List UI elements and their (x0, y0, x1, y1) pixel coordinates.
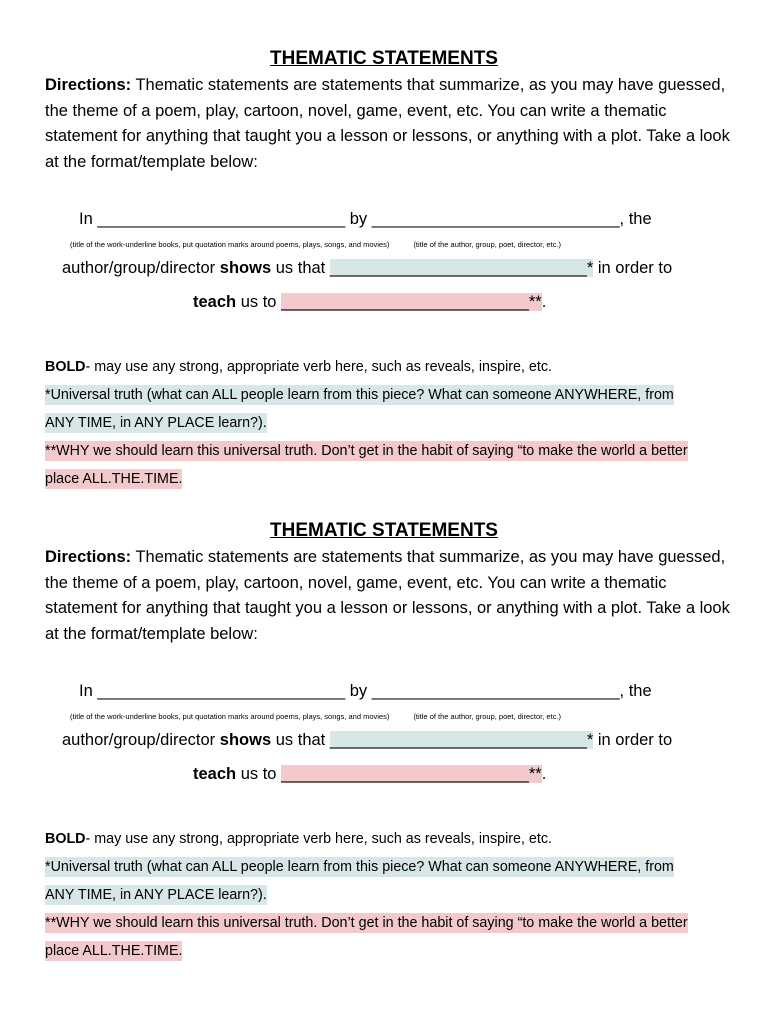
why-note (45, 909, 735, 965)
why-blank-highlight[interactable] (281, 765, 542, 783)
template-line-2 (62, 729, 768, 751)
directions-label: Directions: (45, 548, 132, 566)
why-blank[interactable]: ___________________________ (281, 293, 529, 311)
directions-text: Thematic statements are statements that summarize, as you may have guessed, the theme of a poem, play, cartoon, novel, game, event, etc. You can write a thematic statement for anything that taught you a lesson or lessons, or anything with a plot. Take a look at the format/template below: (45, 548, 730, 643)
template-line-3 (193, 763, 768, 785)
the-label: , the (619, 210, 652, 228)
directions-paragraph (45, 545, 735, 647)
period: . (541, 293, 547, 311)
title-blank[interactable]: ___________________________ (97, 682, 346, 700)
truth-blank-highlight[interactable] (330, 259, 593, 277)
in-order-to-label: in order to (597, 731, 673, 749)
bold-note-text: - may use any strong, appropriate verb here, such as reveals, inspire, etc. (85, 359, 552, 375)
double-star-marker: ** (528, 293, 542, 311)
teach-label: teach (193, 293, 237, 311)
universal-truth-note (45, 853, 735, 909)
truth-blank-highlight[interactable] (330, 731, 593, 749)
us-that-label: us that (275, 259, 326, 277)
why-note (45, 437, 735, 493)
author-group-label: author/group/director (62, 731, 216, 749)
caption-title: (title of the work-underline books, put quotation marks around poems, plays, songs, and movies) (70, 240, 390, 249)
section-title: THEMATIC STATEMENTS (270, 48, 498, 69)
universal-truth-line-1: *Universal truth (what can ALL people learn from this piece? What can someone ANYWHERE, from (45, 859, 674, 875)
directions-label: Directions: (45, 76, 132, 94)
template-captions (70, 240, 561, 250)
bold-note-label: BOLD (45, 831, 86, 847)
bold-note-text: - may use any strong, appropriate verb here, such as reveals, inspire, etc. (85, 831, 552, 847)
star-marker: * (586, 259, 594, 277)
in-order-to-label: in order to (597, 259, 673, 277)
why-blank-highlight[interactable] (281, 293, 542, 311)
section-title: THEMATIC STATEMENTS (270, 520, 498, 541)
double-star-marker: ** (528, 765, 542, 783)
why-line-1: **WHY we should learn this universal truth. Don’t get in the habit of saying “to make the world a better (45, 443, 688, 459)
template-line-2 (62, 257, 768, 279)
us-to-label: us to (240, 293, 277, 311)
truth-blank[interactable]: ____________________________ (329, 259, 587, 277)
author-blank[interactable]: ___________________________ (371, 210, 620, 228)
directions-paragraph (45, 73, 735, 175)
why-line-2: place ALL.THE.TIME. (45, 471, 183, 487)
template-line-1 (79, 680, 768, 702)
universal-truth-line-2: ANY TIME, in ANY PLACE learn?). (45, 887, 267, 903)
caption-author: (title of the author, group, poet, director, etc.) (413, 240, 562, 249)
bold-note (45, 825, 735, 853)
title-blank[interactable]: ___________________________ (97, 210, 346, 228)
bold-note-label: BOLD (45, 359, 86, 375)
the-label: , the (619, 682, 652, 700)
caption-title: (title of the work-underline books, put quotation marks around poems, plays, songs, and movies) (70, 712, 390, 721)
by-label: by (349, 682, 368, 700)
template-captions (70, 712, 561, 722)
bold-note (45, 353, 735, 381)
caption-author: (title of the author, group, poet, director, etc.) (413, 712, 562, 721)
directions-text: Thematic statements are statements that summarize, as you may have guessed, the theme of a poem, play, cartoon, novel, game, event, etc. You can write a thematic statement for anything that taught you a lesson or lessons, or anything with a plot. Take a look at the format/template below: (45, 76, 730, 171)
universal-truth-line-1: *Universal truth (what can ALL people learn from this piece? What can someone ANYWHERE, from (45, 387, 674, 403)
star-marker: * (586, 731, 594, 749)
us-to-label: us to (240, 765, 277, 783)
by-label: by (349, 210, 368, 228)
truth-blank[interactable]: ____________________________ (329, 731, 587, 749)
period: . (541, 765, 547, 783)
template-line-1 (79, 208, 768, 230)
shows-label: shows (219, 259, 272, 277)
template-line-3 (193, 291, 768, 313)
shows-label: shows (219, 731, 272, 749)
author-blank[interactable]: ___________________________ (371, 682, 620, 700)
author-group-label: author/group/director (62, 259, 216, 277)
universal-truth-line-2: ANY TIME, in ANY PLACE learn?). (45, 415, 267, 431)
why-blank[interactable]: ___________________________ (281, 765, 529, 783)
in-label: In (79, 682, 93, 700)
in-label: In (79, 210, 93, 228)
universal-truth-note (45, 381, 735, 437)
us-that-label: us that (275, 731, 326, 749)
why-line-2: place ALL.THE.TIME. (45, 943, 183, 959)
teach-label: teach (193, 765, 237, 783)
why-line-1: **WHY we should learn this universal truth. Don’t get in the habit of saying “to make the world a better (45, 915, 688, 931)
